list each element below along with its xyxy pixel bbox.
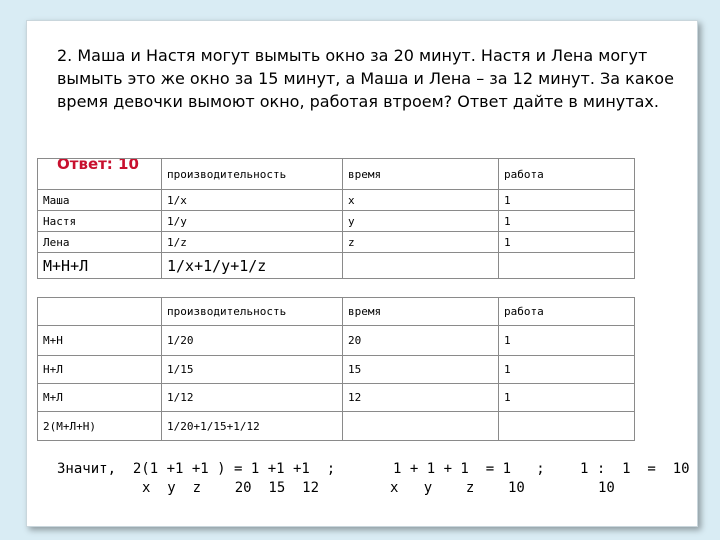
- table-cell: 1/x: [162, 190, 343, 211]
- row-label: Настя: [38, 211, 162, 232]
- table-cell: 20: [343, 326, 499, 356]
- header-cell: время: [343, 159, 499, 190]
- conclusion-denominators-1: x у z 20 15 12: [142, 480, 320, 496]
- conclusion-result: 1 : 1 = 10: [580, 461, 690, 477]
- row-label: М+Н+Л: [38, 253, 162, 279]
- table-cell: z: [343, 232, 499, 253]
- table-cell: [343, 253, 499, 279]
- table-cell: [499, 412, 635, 441]
- conclusion-equation-1: Значит, 2(1 +1 +1 ) = 1 +1 +1 ;: [57, 461, 336, 477]
- row-label: Маша: [38, 190, 162, 211]
- table-cell: x: [343, 190, 499, 211]
- table-pairs: [37, 297, 635, 441]
- conclusion-equation-2: 1 + 1 + 1 = 1 ;: [393, 461, 545, 477]
- conclusion-result-denominator: 10: [598, 480, 615, 496]
- table-cell: 1: [499, 232, 635, 253]
- table-header-row: [38, 298, 635, 326]
- table-cell: 1/20+1/15+1/12: [162, 412, 343, 441]
- table-cell: 12: [343, 384, 499, 412]
- table-sum-row: [38, 412, 635, 441]
- table-row: [38, 232, 635, 253]
- header-cell: производительность: [162, 298, 343, 326]
- table-cell: 1: [499, 356, 635, 384]
- row-label: Лена: [38, 232, 162, 253]
- table-cell: [499, 253, 635, 279]
- table-row: [38, 356, 635, 384]
- table-cell: у: [343, 211, 499, 232]
- row-label: М+Л: [38, 384, 162, 412]
- table-cell: 15: [343, 356, 499, 384]
- table-row: [38, 384, 635, 412]
- table-cell: [343, 412, 499, 441]
- row-label: М+Н: [38, 326, 162, 356]
- table-sum-row: [38, 253, 635, 279]
- problem-text: 2. Маша и Настя могут вымыть окно за 20 минут. Настя и Лена могут вымыть это же окно за 15 минут, а Маша и Лена – за 12 минут. За какое время девочки вымоют окно, работая втроем? Ответ дайте в минутах.: [57, 46, 674, 111]
- table-individual: [37, 158, 635, 279]
- conclusion-denominators-2: x у z 10: [390, 480, 525, 496]
- table-row: [38, 211, 635, 232]
- table-cell: 1: [499, 211, 635, 232]
- table-cell: 1/x+1/у+1/z: [162, 253, 343, 279]
- row-label: Н+Л: [38, 356, 162, 384]
- header-cell: производительность: [162, 159, 343, 190]
- header-cell: работа: [499, 298, 635, 326]
- table-row: [38, 326, 635, 356]
- table-header-row: [38, 159, 635, 190]
- header-cell: [38, 298, 162, 326]
- table-cell: 1/z: [162, 232, 343, 253]
- table-row: [38, 190, 635, 211]
- table-cell: 1/15: [162, 356, 343, 384]
- table-cell: 1: [499, 384, 635, 412]
- answer-text: Ответ: 10: [57, 155, 139, 173]
- row-label: 2(М+Л+Н): [38, 412, 162, 441]
- table-cell: 1: [499, 326, 635, 356]
- table-cell: 1/12: [162, 384, 343, 412]
- table-cell: 1: [499, 190, 635, 211]
- header-cell: [38, 159, 162, 190]
- header-cell: работа: [499, 159, 635, 190]
- table-cell: 1/20: [162, 326, 343, 356]
- table-cell: 1/у: [162, 211, 343, 232]
- header-cell: время: [343, 298, 499, 326]
